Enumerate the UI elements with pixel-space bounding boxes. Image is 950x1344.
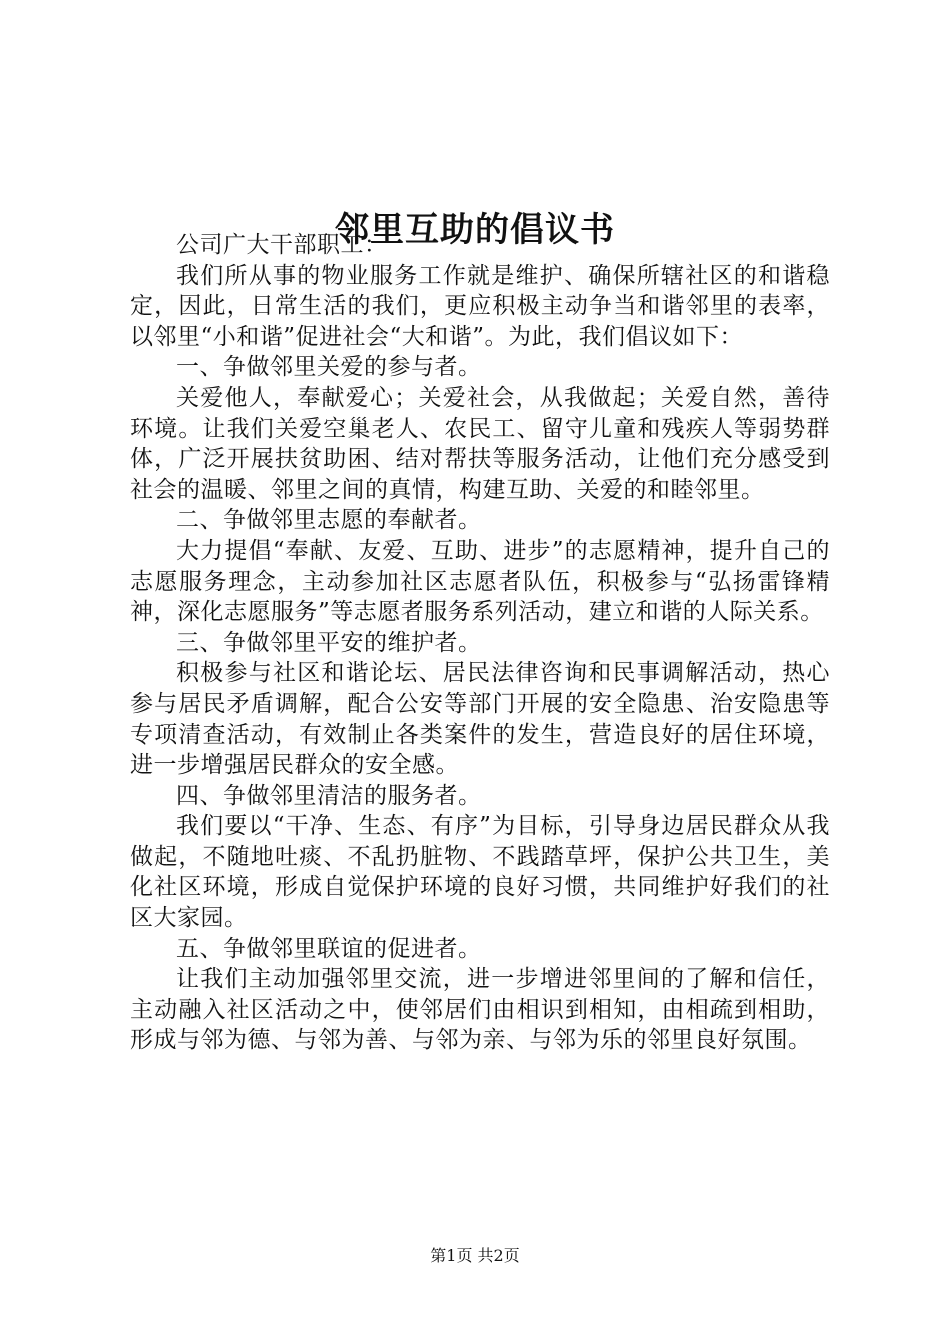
- page-number-footer: 第1页 共2页: [430, 1246, 520, 1265]
- section-paragraph-5: 让我们主动加强邻里交流，进一步增进邻里间的了解和信任，主动融入社区活动之中，使邻居们由相识到相知，由相疏到相助，形成与邻为德、与邻为善、与邻为亲、与邻为乐的邻里良好氛围。: [130, 966, 830, 1054]
- section-paragraph-3: 积极参与社区和谐论坛、居民法律咨询和民事调解活动，热心参与居民矛盾调解，配合公安等部门开展的安全隐患、治安隐患等专项清查活动，有效制止各类案件的发生，营造良好的居住环境，进一步增强居民群众的安全感。: [130, 660, 830, 779]
- section-heading-3: 三、争做邻里平安的维护者。: [176, 629, 482, 656]
- section-heading-2: 二、争做邻里志愿的奉献者。: [176, 507, 482, 534]
- document-body: [130, 230, 830, 1056]
- document-title: 邻里互助的倡议书: [335, 209, 615, 250]
- section-paragraph-1: 关爱他人，奉献爱心；关爱社会，从我做起；关爱自然，善待环境。让我们关爱空巢老人、农民工、留守儿童和残疾人等弱势群体，广泛开展扶贫助困、结对帮扶等服务活动，让他们充分感受到社会的温暖、邻里之间的真情，构建互助、关爱的和睦邻里。: [130, 384, 830, 503]
- intro-paragraph: 我们所从事的物业服务工作就是维护、确保所辖社区的和谐稳定，因此，日常生活的我们，更应积极主动争当和谐邻里的表率，以邻里“小和谐”促进社会“大和谐”。为此，我们倡议如下：: [130, 262, 830, 350]
- salutation: 公司广大干部职工：: [176, 232, 388, 258]
- section-heading-1: 一、争做邻里关爱的参与者。: [176, 354, 482, 381]
- section-heading-4: 四、争做邻里清洁的服务者。: [176, 782, 482, 809]
- section-paragraph-4: 我们要以“干净、生态、有序”为目标，引导身边居民群众从我做起，不随地吐痰、不乱扔脏物、不践踏草坪，保护公共卫生，美化社区环境，形成自觉保护环境的良好习惯，共同维护好我们的社区大家园。: [130, 813, 830, 932]
- section-paragraph-2: 大力提倡“奉献、友爱、互助、进步”的志愿精神，提升自己的志愿服务理念，主动参加社区志愿者队伍，积极参与“弘扬雷锋精神，深化志愿服务”等志愿者服务系列活动，建立和谐的人际关系。: [130, 537, 830, 626]
- section-heading-5: 五、争做邻里联谊的促进者。: [176, 935, 482, 962]
